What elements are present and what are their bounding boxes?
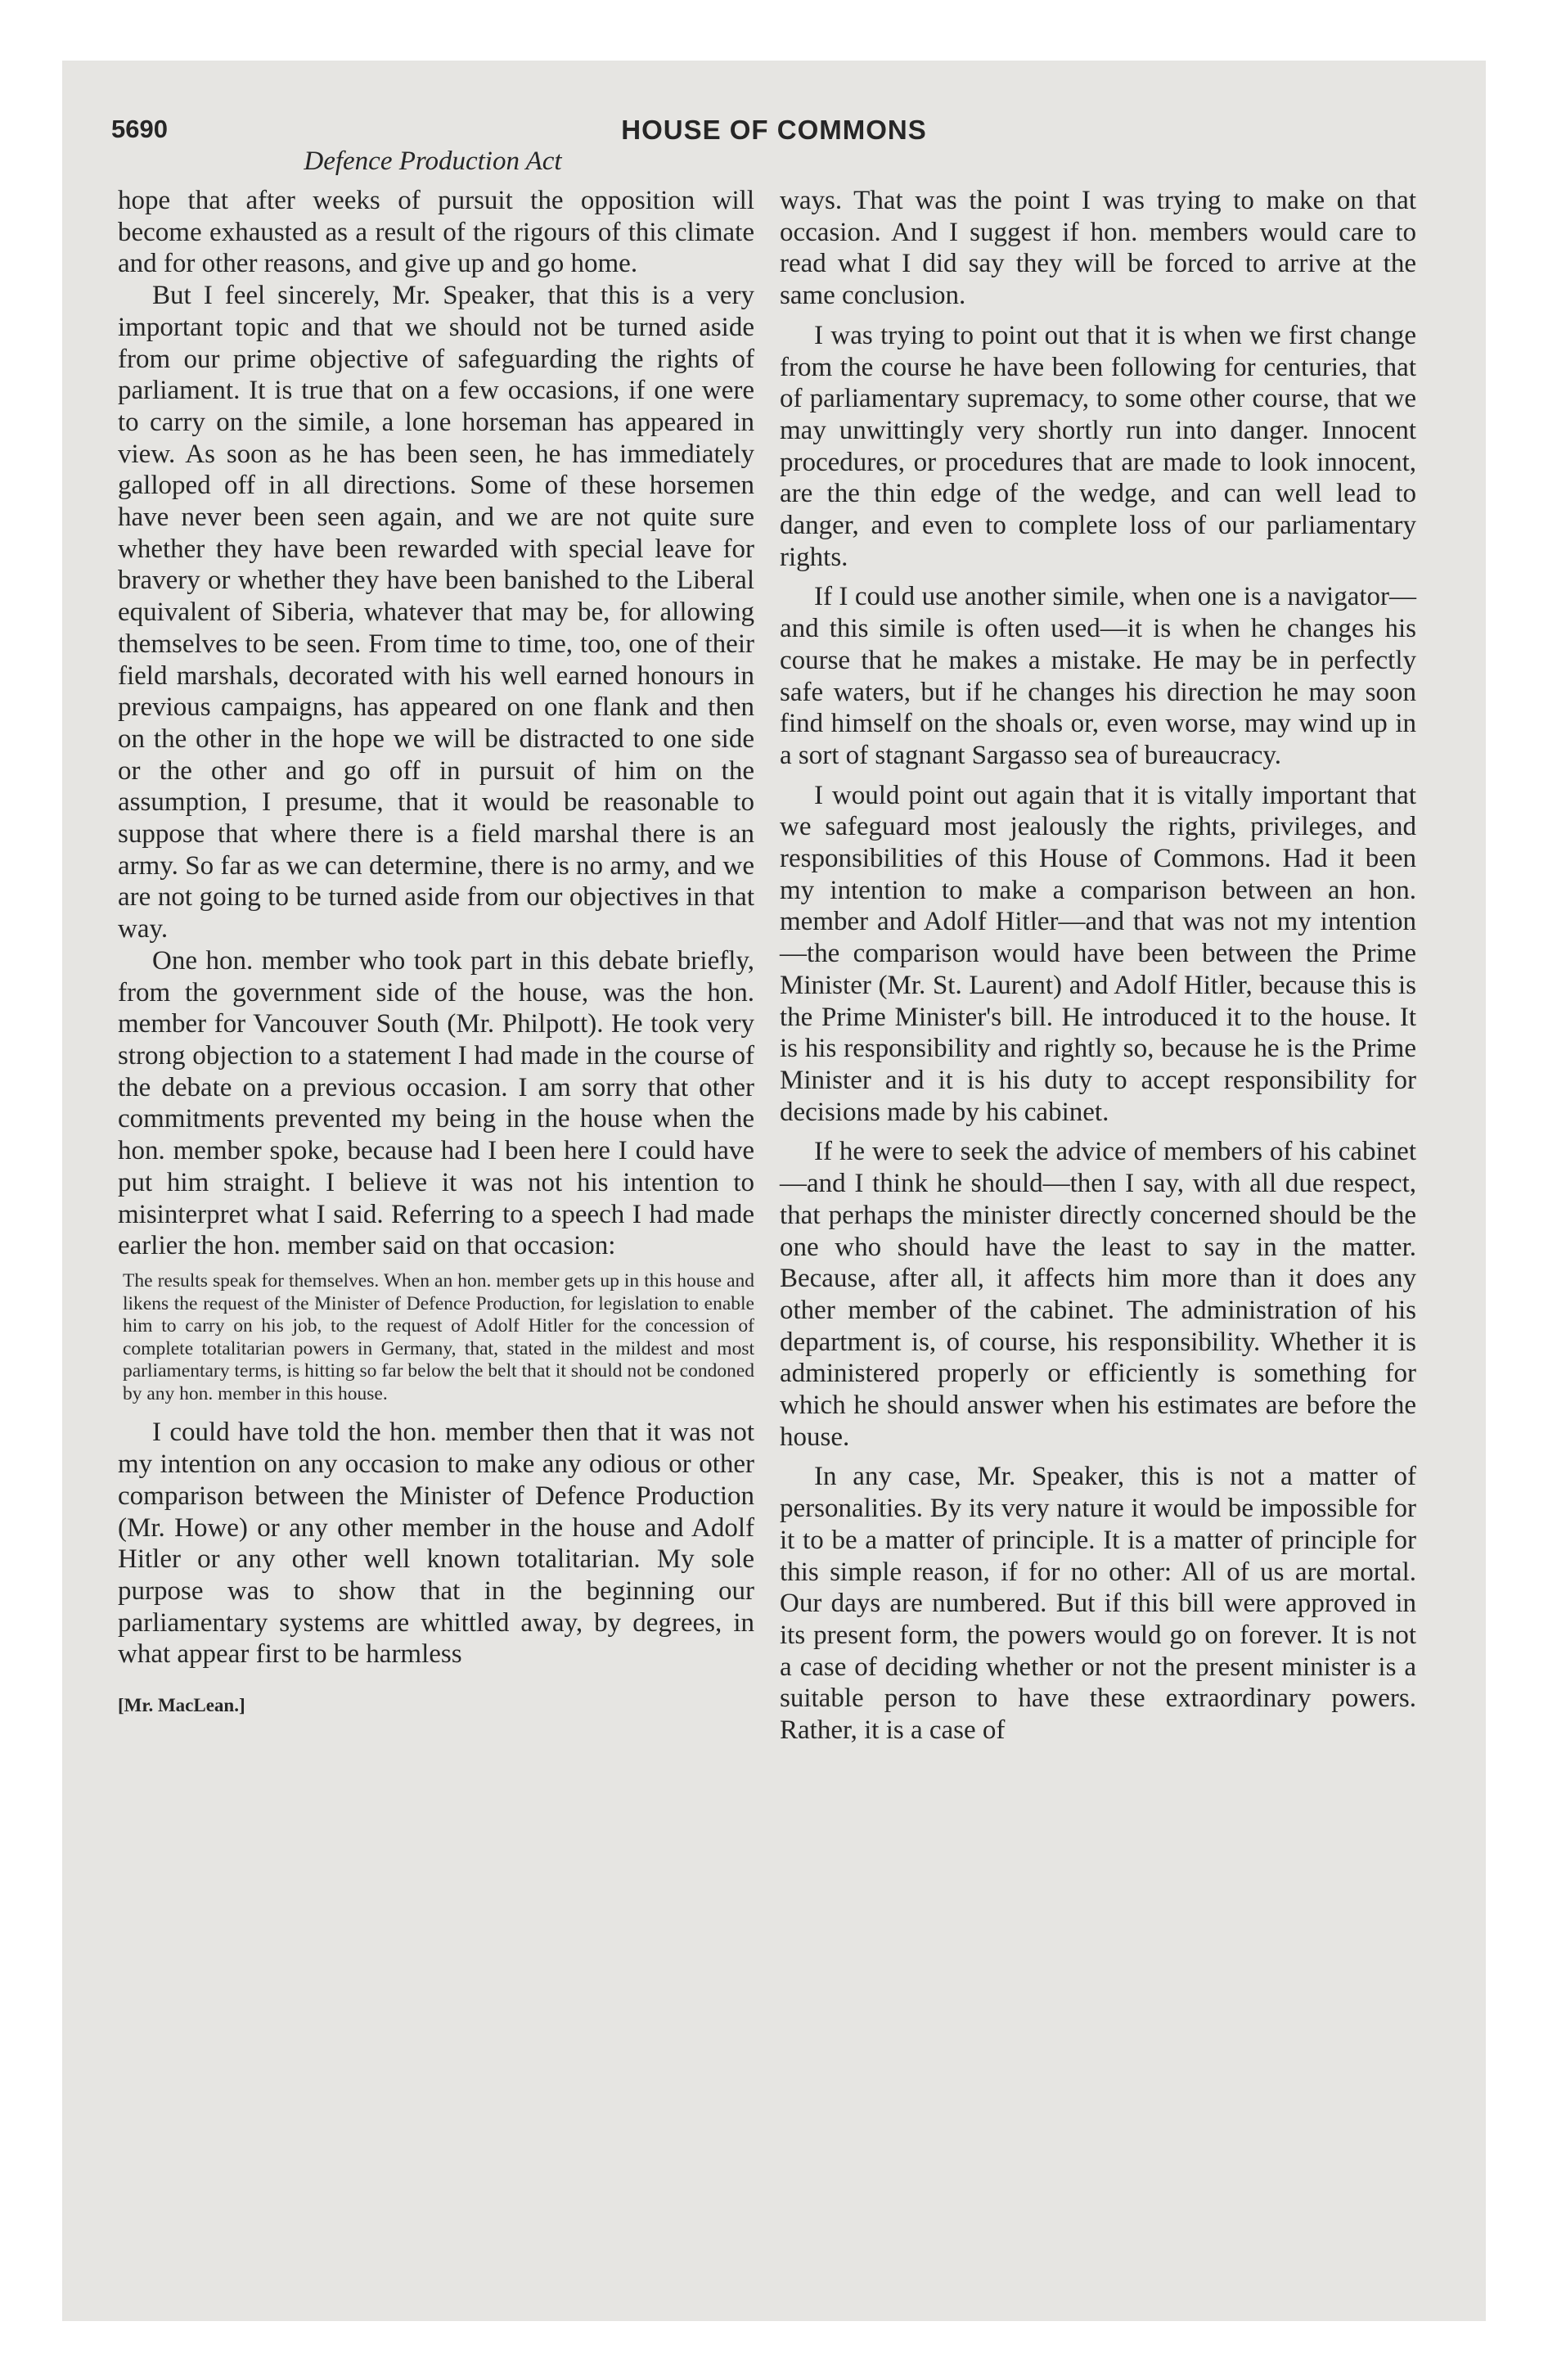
page-header bbox=[111, 115, 1437, 151]
left-column bbox=[118, 185, 754, 1722]
page-number: 5690 bbox=[111, 115, 168, 143]
paragraph: But I feel sincerely, Mr. Speaker, that this is a very important topic and that we should not be turned aside from our prime objective of safeguarding the rights of parliament. It is true that on a few occasions, if one were to carry on the simile, a lone horseman has appeared in view. As soon as he has been seen, he has immediately galloped off in all directions. Some of these horsemen have never been seen again, and we are not quite sure whether they have been rewarded with special leave for bravery or whether they have been banished to the Liberal equivalent of Siberia, whatever that may be, for allowing themselves to be seen. From time to time, too, one of their field marshals, decorated with his well earned honours in previous campaigns, has appeared on one flank and then on the other in the hope we will be distracted to one side or the other and go off in pursuit of him on the assumption, I presume, that it would be reasonable to suppose that where there is a field marshal there is an army. So far as we can determine, there is no army, and we are not going to be turned aside from our objectives in that way. bbox=[118, 281, 754, 944]
paragraph: I would point out again that it is vitally important that we safeguard most jealously the rights, privileges, and responsibilities of this House of Commons. Had it been my intention to make a comparison between an hon. member and Adolf Hitler—and that was not my intention—the comparison would have been between the Prime Minister (Mr. St. Laurent) and Adolf Hitler, because this is the Prime Minister's bill. He introduced it to the house. It is his responsibility and rightly so, because he is the Prime Minister and it is his duty to accept responsibility for decisions made by his cabinet. bbox=[780, 780, 1416, 1127]
paragraph: One hon. member who took part in this debate briefly, from the government side of the house, was the hon. member for Vancouver South (Mr. Philpott). He took very strong objection to a statement I had made in the course of the debate on a previous occasion. I am sorry that other commitments prevented my being in the house when the hon. member spoke, because had I been here I could have put him straight. I believe it was not his intention to misinterpret what I said. Referring to a speech I had made earlier the hon. member said on that occasion: bbox=[118, 945, 754, 1261]
paragraph: If he were to seek the advice of members of his cabinet—and I think he should—then I say, with all due respect, that perhaps the minister directly concerned should be the one who should have the least to say in the matter. Because, after all, it affects him more than it does any other member of the cabinet. The administration of his department is, of course, his responsibility. Whether it is administered properly or efficiently is something for which he should answer when his estimates are before the house. bbox=[780, 1137, 1416, 1452]
journal-title: HOUSE OF COMMONS bbox=[621, 115, 927, 145]
paragraph: ways. That was the point I was trying to make on that occasion. And I suggest if hon. members would care to read what I did say they will be forced to arrive at the same conclusion. bbox=[780, 186, 1416, 311]
paragraph: I was trying to point out that it is when we first change from the course he have been following for centuries, that of parliamentary supremacy, to some other course, that we may unwittingly very shortly run into danger. Innocent procedures, or procedures that are made to look innocent, are the thin edge of the wedge, and can well lead to danger, and even to complete loss of our parliamentary rights. bbox=[780, 320, 1416, 572]
paragraph: I could have told the hon. member then that it was not my intention on any occasion to make any odious or other comparison between the Minister of Defence Production (Mr. Howe) or any other member in the house and Adolf Hitler or any other well known totalitarian. My sole purpose was to show that in the beginning our parliamentary systems are whittled away, by degrees, in what appear first to be harmless bbox=[118, 1418, 754, 1670]
section-title: Defence Production Act bbox=[304, 146, 562, 176]
block-quote: The results speak for themselves. When an hon. member gets up in this house and likens the request of the Minister of Defence Production, for legislation to enable him to carry on his job, to the request of Adolf Hitler for the concession of complete totalitarian powers in Germany, that, stated in the mildest and most parliamentary terms, is hitting so far below the belt that it should not be condoned by any hon. member in this house. bbox=[123, 1269, 754, 1404]
paragraph: In any case, Mr. Speaker, this is not a matter of personalities. By its very nature it would be impossible for it to be a matter of principle. It is a matter of principle for this simple reason, if for no other: All of us are mortal. Our days are numbered. But if this bill were approved in its present form, the powers would go on forever. It is not a case of deciding whether or not the present minister is a suitable person to have these extraordinary powers. Rather, it is a case of bbox=[780, 1462, 1416, 1746]
scanned-page bbox=[62, 61, 1486, 2321]
paragraph: hope that after weeks of pursuit the opposition will become exhausted as a result of the rigours of this climate and for other reasons, and give up and go home. bbox=[118, 186, 754, 279]
paragraph: If I could use another simile, when one is a navigator—and this simile is often used—it is when he changes his course that he makes a mistake. He may be in perfectly safe waters, but if he changes his direction he may soon find himself on the shoals or, even worse, may wind up in a sort of stagnant Sargasso sea of bureaucracy. bbox=[780, 582, 1416, 770]
right-column bbox=[780, 185, 1416, 1747]
speaker-footer: [Mr. MacLean.] bbox=[118, 1695, 245, 1716]
